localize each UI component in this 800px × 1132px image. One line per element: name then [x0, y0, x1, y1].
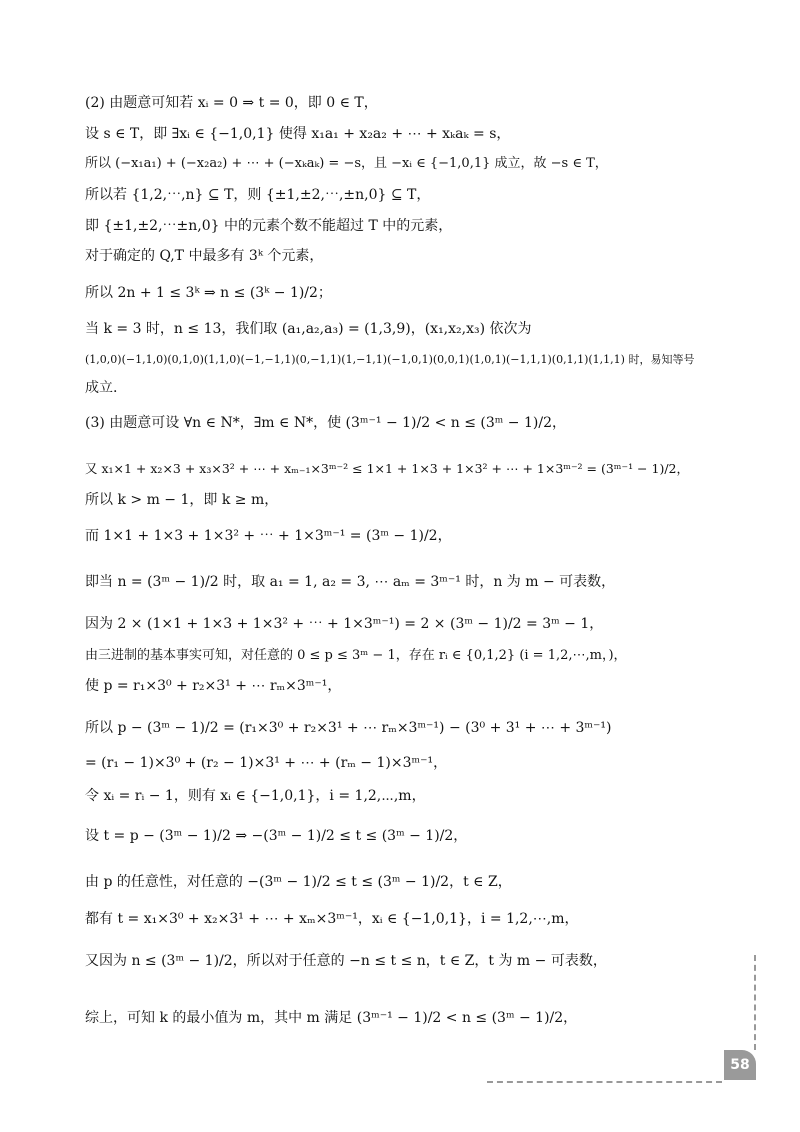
text-line: 当 k = 3 时，n ≤ 13，我们取 (a₁,a₂,a₃) = (1,3,9)，(x₁,x₂,x₃) 依次为: [85, 321, 532, 337]
text-line: 又因为 n ≤ (3ᵐ − 1)/2，所以对于任意的 −n ≤ t ≤ n，t ∈ Z，t 为 m − 可表数，: [85, 953, 607, 969]
text-line: 由 p 的任意性，对任意的 −(3ᵐ − 1)/2 ≤ t ≤ (3ᵐ − 1)/2，t ∈ Z，: [85, 874, 512, 890]
text-line: 对于确定的 Q,T 中最多有 3ᵏ 个元素，: [85, 248, 324, 264]
text-line: 所以 p − (3ᵐ − 1)/2 = (r₁×3⁰ + r₂×3¹ + ⋯ rₘ×3ᵐ⁻¹) − (3⁰ + 3¹ + ⋯ + 3ᵐ⁻¹): [85, 720, 612, 736]
text-line: 所以若 {1,2,⋯,n} ⊆ T，则 {±1,±2,⋯,±n,0} ⊆ T，: [85, 187, 431, 203]
text-line: 成立.: [85, 380, 118, 396]
page-corner-border-horizontal: [487, 1081, 722, 1083]
text-line: 而 1×1 + 1×3 + 1×3² + ⋯ + 1×3ᵐ⁻¹ = (3ᵐ − 1)/2，: [85, 528, 452, 544]
text-line: (3) 由题意可设 ∀n ∈ N*，∃m ∈ N*，使 (3ᵐ⁻¹ − 1)/2 < n ≤ (3ᵐ − 1)/2，: [85, 415, 566, 431]
text-line: 所以 2n + 1 ≤ 3ᵏ ⇒ n ≤ (3ᵏ − 1)/2；: [85, 285, 332, 301]
text-line: 设 s ∈ T，即 ∃xᵢ ∈ {−1,0,1} 使得 x₁a₁ + x₂a₂ + ⋯ + xₖaₖ = s，: [85, 126, 511, 142]
text-line: 又 x₁×1 + x₂×3 + x₃×3² + ⋯ + xₘ₋₁×3ᵐ⁻² ≤ 1×1 + 1×3 + 1×3² + ⋯ + 1×3ᵐ⁻² = (3ᵐ⁻¹ − 1)/2，: [85, 461, 689, 476]
text-line: = (r₁ − 1)×3⁰ + (r₂ − 1)×3¹ + ⋯ + (rₘ − 1)×3ᵐ⁻¹，: [85, 755, 448, 771]
text-line: 都有 t = x₁×3⁰ + x₂×3¹ + ⋯ + xₘ×3ᵐ⁻¹，xᵢ ∈ {−1,0,1}，i = 1,2,⋯,m，: [85, 911, 579, 927]
text-line: 即当 n = (3ᵐ − 1)/2 时，取 a₁ = 1, a₂ = 3, ⋯ aₘ = 3ᵐ⁻¹ 时，n 为 m − 可表数，: [85, 574, 616, 590]
text-line: 令 xᵢ = rᵢ − 1，则有 xᵢ ∈ {−1,0,1}，i = 1,2,⋯,m，: [85, 788, 426, 804]
page-number-badge: [724, 1050, 756, 1080]
page-number: 58: [730, 1057, 750, 1073]
text-line: 即 {±1,±2,⋯±n,0} 中的元素个数不能超过 T 中的元素，: [85, 218, 453, 234]
text-line: 由三进制的基本事实可知，对任意的 0 ≤ p ≤ 3ᵐ − 1，存在 rᵢ ∈ {0,1,2} (i = 1,2,⋯,m，)，: [85, 648, 627, 663]
text-line: 设 t = p − (3ᵐ − 1)/2 ⇒ −(3ᵐ − 1)/2 ≤ t ≤ (3ᵐ − 1)/2，: [85, 828, 468, 844]
text-line: 使 p = r₁×3⁰ + r₂×3¹ + ⋯ rₘ×3ᵐ⁻¹，: [85, 678, 342, 694]
page-corner-border-vertical: [754, 955, 756, 1050]
text-line: 所以 (−x₁a₁) + (−x₂a₂) + ⋯ + (−xₖaₖ) = −s，且 −xᵢ ∈ {−1,0,1} 成立，故 −s ∈ T，: [85, 156, 608, 171]
text-line: (1,0,0)(−1,1,0)(0,1,0)(1,1,0)(−1,−1,1)(0,−1,1)(1,−1,1)(−1,0,1)(0,0,1)(1,0,1)(−1,1,1)(0,1,1)(1,1,1) 时，易知等号: [85, 353, 695, 366]
text-line: (2) 由题意可知若 xᵢ = 0 ⇒ t = 0，即 0 ∈ T，: [85, 95, 378, 111]
text-line: 因为 2 × (1×1 + 1×3 + 1×3² + ⋯ + 1×3ᵐ⁻¹) = 2 × (3ᵐ − 1)/2 = 3ᵐ − 1，: [85, 616, 604, 632]
text-line: 所以 k > m − 1，即 k ≥ m，: [85, 492, 279, 508]
text-line: 综上，可知 k 的最小值为 m，其中 m 满足 (3ᵐ⁻¹ − 1)/2 < n ≤ (3ᵐ − 1)/2，: [85, 1010, 578, 1026]
